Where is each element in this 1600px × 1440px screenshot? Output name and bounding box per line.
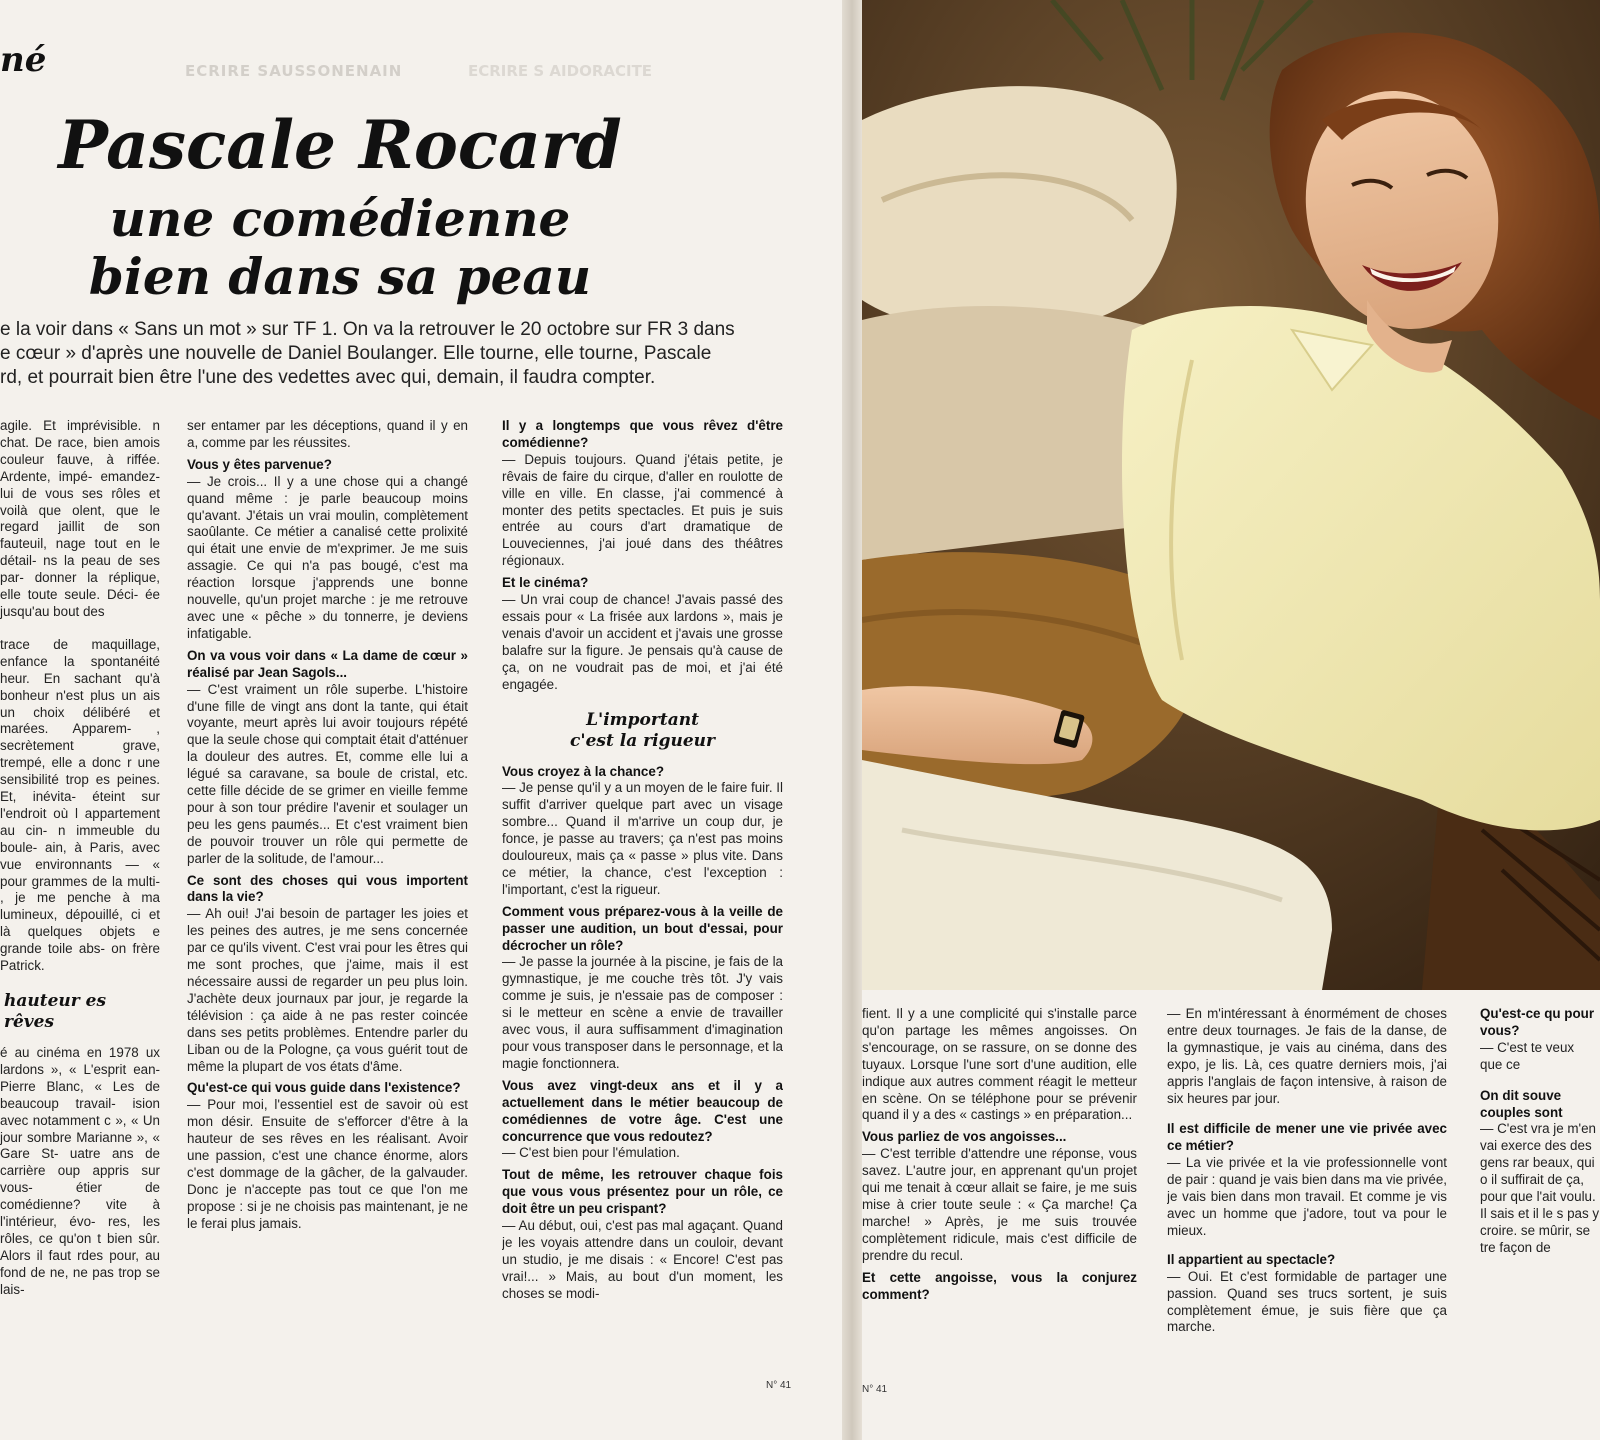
question: Vous parliez de vos angoisses...	[862, 1129, 1067, 1145]
answer: — La vie privée et la vie professionnelle vont de pair : quand je vais bien dans ma vie privée, je vais bien dans mon travail. Et comme je vis avec un homme que j'adore, tout va pour le mieux.	[1167, 1155, 1447, 1238]
paragraph: ser entamer par les déceptions, quand il y en a, comme par les réussites.	[187, 418, 468, 450]
question: Vous croyez à la chance?	[502, 763, 664, 779]
subtitle-line-1: une comédienne	[109, 189, 571, 248]
question: Vous y êtes parvenue?	[187, 456, 332, 472]
show-through-text-2: ECRIRE S AIDORACITE	[468, 62, 653, 80]
text-column-6	[1480, 1006, 1600, 1257]
article-subtitle	[40, 190, 640, 306]
paragraph: trace de maquillage, enfance la spontanéité heur. En sachant qu'à bonheur n'est plus un ais un choix délibéré et marées. Apparem- , secrètement grave, trempé, elle a donc r une sensibilité trop es peines. Et, inévita- éteint sur l'endroit où l appartement au cin- n immeuble du boule- ain, à Paris, avec vue environnants — « pour grammes de la multi- , je me penche à ma lumineux, dépouillé, ci et là quelques objets e grande toile abs- on frère Patrick.	[0, 636, 160, 974]
photo-illustration	[862, 0, 1600, 990]
portrait-photo	[862, 0, 1600, 990]
answer: — C'est vraiment un rôle superbe. L'histoire d'une fille de vingt ans dont la tante, qui était voyante, meurt après lui avoir toujours répété que la seule chose qui comptait était d'atténuer la douleur des autres. Et, comme elle lui a légué sa caravane, sa boule de cristal, etc. cette fille décide de se grimer en vieille femme pour à son tour prédire l'avenir et soulager un peu les gens paumés... Et c'est vraiment bien de pouvoir trouver un rôle qui permette de parler de la solitude, de l'amour...	[187, 681, 468, 866]
answer: — Pour moi, l'essentiel est de savoir où est mon désir. Ensuite de s'efforcer d'être à la hauteur de ses rêves en les réalisant. Avoir une passion, c'est une chance énorme, alors c'est dommage de la gâcher, de la galvauder. Donc je n'accepte pas tout ce que l'on me propose : si je ne choisis pas maintenant, je ne le ferai plus jamais.	[187, 1097, 468, 1231]
question: Il appartient au spectacle?	[1167, 1251, 1336, 1267]
answer: — Depuis toujours. Quand j'étais petite, je rêvais de faire du cirque, d'aller en roulotte de ville en ville. En classe, j'ai commencé à monter des petits spectacles. Et puis je suis entrée au cours d'art dramatique de Louveciennes, j'ai joué dans des théâtres régionaux.	[502, 451, 783, 569]
question: On dit souve couples sont	[1480, 1087, 1563, 1120]
text-column-3	[502, 418, 783, 1303]
answer: — C'est te veux que ce	[1480, 1039, 1575, 1072]
answer: — Un vrai coup de chance! J'avais passé des essais pour « La frisée aux lardons », mais je venais d'avoir un accident et j'avais une grosse balafre sur la figure. Je pensais qu'à cause de ça, on ne voudrait pas de moi, et j'ai été engagée.	[502, 592, 783, 692]
answer: — C'est terrible d'attendre une réponse, vous savez. L'autre jour, en apprenant qu'un projet qui me tenait à cœur allait se faire, je me suis mise à crier toute seule : « Ça marche! Ça marche! » Après, je me suis trouvée complètement ridicule, mais c'est difficile de prendre du recul.	[862, 1146, 1137, 1263]
question: Tout de même, les retrouver chaque fois que vous vous présentez pour un rôle, ce doit être un peu crispant?	[502, 1167, 783, 1217]
rubric-label: né	[0, 40, 47, 80]
answer: — Je crois... Il y a une chose qui a changé quand même : je parle beaucoup moins qu'avant. J'étais un vrai moulin, complètement saoûlante. Ce métier a canalisé cette prolixité qui était une envie de m'exprimer. Je me suis assagie. Ce qui n'a pas bougé, c'est ma réaction lorsque j'apprends une bonne nouvelle, qu'un projet marche : je me retrouve avec une « pêche » du tonnerre, je deviens infatigable.	[187, 473, 468, 641]
paragraph: agile. Et imprévisible. n chat. De race, bien amois couleur fauve, à riffée. Ardente, impé- emandez-lui de vous ses rôles et voilà que olent, que le regard jaillit de son fauteuil, nage tout en le détail- ns la peau de ses par- donner la réplique, elle toute seule. Déci- ée jusqu'au bout des	[0, 418, 160, 619]
question: Comment vous préparez-vous à la veille de passer une audition, un bout d'essai, pour décrocher un rôle?	[502, 903, 783, 953]
right-page	[862, 0, 1600, 1440]
answer: — En m'intéressant à énormément de choses entre deux tournages. Je fais de la danse, de la gymnastique, je vais au cinéma, dans des expo, je lis. Là, ces quatre derniers mois, j'ai appris l'anglais de façon intensive, à raison de six heures par jour.	[1167, 1006, 1447, 1106]
intro-paragraph	[0, 318, 800, 390]
section-subheading: hauteur es rêves	[4, 991, 107, 1032]
question: Et le cinéma?	[502, 575, 589, 591]
article-title: Pascale Rocard	[58, 106, 622, 184]
question: On va vous voir dans « La dame de cœur » réalisé par Jean Sagols...	[187, 647, 468, 680]
answer: — C'est bien pour l'émulation.	[502, 1145, 680, 1161]
intro-line-2: e cœur » d'après une nouvelle de Daniel Boulanger. Elle tourne, elle tourne, Pascale	[0, 343, 712, 364]
answer: — Oui. Et c'est formidable de partager une passion. Quand ses trucs sortent, je suis complètement émue, je suis fière que ça marche.	[1167, 1268, 1447, 1335]
question: Qu'est-ce qu pour vous?	[1480, 1006, 1595, 1038]
text-column-5	[1167, 1006, 1447, 1336]
question: Il y a longtemps que vous rêvez d'être comédienne?	[502, 418, 783, 450]
paragraph: é au cinéma en 1978 ux lardons », « L'esprit ean-Pierre Blanc, « Les de beaucoup travail- ision avec notamment c », « Un jour sombre Marianne », « Gare St- uatre ans de carrière oup appris sur vous- étier de comédienne? vite à l'intérieur, évo- res, les rôles, ce qu'on t bien sûr. Alors il faut rdes pour, au fond de ne, ne pas trop se lais-	[0, 1045, 160, 1297]
section-subheading	[502, 710, 783, 752]
page-number-left: N° 41	[766, 1380, 792, 1391]
answer: — Je passe la journée à la piscine, je fais de la gymnastique, je me couche très tôt. J'y vais comme je suis, je n'essaie pas de composer : si le metteur en scène a envie de travailler avec vous, il aura suffisamment d'imagination pour vous transposer dans le personnage, et la magie fonctionnera.	[502, 954, 783, 1071]
subtitle-line-2: bien dans sa peau	[88, 247, 592, 306]
answer: — Au début, oui, c'est pas mal agaçant. Quand je les voyais attendre dans un couloir, devant un studio, je me disais : « Encore! C'est pas vrai!... » Mais, au bout d'un moment, les choses se modi-	[502, 1218, 783, 1301]
answer: — C'est vra je m'en vai exerce des des gens rar beaux, qui o il suffirait de ça, pour que l'ait voulu. Il sais et il le s pas y croire. se mûrir, se tre façon de	[1480, 1121, 1600, 1255]
question: Il est difficile de mener une vie privée avec ce métier?	[1167, 1121, 1447, 1154]
text-column-2	[187, 418, 468, 1233]
answer: — Je pense qu'il y a un moyen de le faire fuir. Il suffit d'arriver quelque part avec un visage sombre... Quand il m'arrive un coup dur, je fonce, je passe au travers; ça n'est pas moins douloureux, mais ça « passe » plus vite. Dans ce métier, la chance, c'est l'exception : l'important, c'est la rigueur.	[502, 780, 783, 897]
subheading-line-2: c'est la rigueur	[570, 730, 715, 751]
subheading-line-1: L'important	[586, 709, 699, 730]
show-through-text: ECRIRE SAUSSONENAIN	[185, 62, 403, 80]
question: Ce sont des choses qui vous importent dans la vie?	[187, 872, 468, 905]
answer: — Ah oui! J'ai besoin de partager les joies et les peines des autres, je me sens concernée par ce qu'ils vivent. C'est vrai pour les êtres qui me sont proches, que j'aime, mais il est nécessaire aussi de regarder un peu plus loin. J'achète deux journaux par jour, je regarde la télévision : ça aide à ne pas rester coincée dans ses petits problèmes. Entendre parler du Liban ou de la Pologne, ça vous guérit tout de même la plupart de vos états d'âme.	[187, 906, 468, 1074]
question: Et cette angoisse, vous la conjurez comment?	[862, 1269, 1137, 1302]
intro-line-3: rd, et pourrait bien être l'une des vedettes avec qui, demain, il faudra compter.	[0, 367, 656, 388]
question: Vous avez vingt-deux ans et il y a actuellement dans le métier beaucoup de comédiennes de votre âge. C'est une concurrence que vous redoutez?	[502, 1077, 783, 1144]
text-column-4	[862, 1006, 1137, 1303]
paragraph: fient. Il y a une complicité qui s'installe parce qu'on partage les mêmes angoisses. On s'encourage, on se rassure, on se donne des tuyaux. Lorsque l'une sort d'une audition, elle indique aux autres comment réagit le metteur en scène. On se téléphone pour se prévenir quand il y a des « castings » en préparation...	[862, 1006, 1137, 1123]
question: Qu'est-ce qui vous guide dans l'existence?	[187, 1080, 461, 1096]
intro-line-1: e la voir dans « Sans un mot » sur TF 1. On va la retrouver le 20 octobre sur FR 3 dans	[0, 319, 735, 340]
page-gutter	[842, 0, 862, 1440]
page-number-right: N° 41	[862, 1384, 888, 1395]
text-column-1	[0, 418, 160, 1299]
